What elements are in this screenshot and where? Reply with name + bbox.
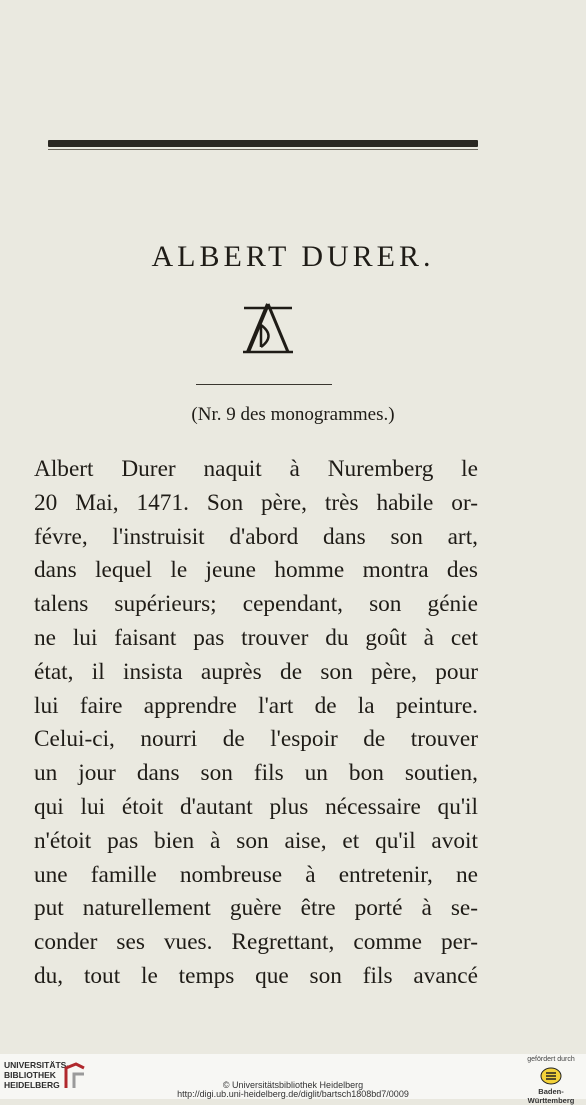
body-line: Celui-ci, nourri de l'espoir de trouver [34,726,478,753]
body-line: un jour dans son fils un bon soutien, [34,760,478,787]
sponsor [518,1056,584,1105]
body-line: état, il insista auprès de son père, pour [34,658,478,685]
body-line: dans lequel le jeune homme montra des [34,557,478,584]
body-text [34,453,478,994]
body-line: ne lui faisant pas trouver du goût à cet [34,624,478,651]
page-title: ALBERT DURER. [151,240,435,273]
sponsor-name[interactable]: Baden-Württemberg [527,1087,575,1105]
body-line: Albert Durer naquit à Nuremberg le [34,456,478,482]
sponsor-label: gefördert durch [527,1056,575,1063]
divider-rule [196,384,332,385]
body-line: févre, l'instruisit d'abord dans son art, [34,523,478,550]
body-line: qui lui étoit d'autant plus nécessaire qu'il [34,793,478,820]
permalink[interactable]: http://digi.ub.uni-heidelberg.de/diglit/bartsch1808bd7/0009 [177,1089,409,1099]
footer-credits [0,1081,586,1099]
body-line: n'étoit pas bien à son aise, et qu'il avoit [34,827,478,854]
body-line: du, tout le temps que son fils avancé [34,962,478,989]
coat-of-arms-icon [540,1067,562,1085]
body-line: put naturellement guère être porté à se- [34,895,478,922]
header-rule [48,140,478,147]
body-line: une famille nombreuse à entretenir, ne [34,861,478,888]
library-name[interactable]: UNIVERSITÄTS- BIBLIOTHEK HEIDELBERG [4,1060,70,1090]
copyright-text: © Universitätsbibliothek Heidelberg [222,1080,364,1090]
body-line: 20 Mai, 1471. Son père, très habile or- [34,489,478,516]
viewer-footer [0,1054,586,1105]
body-line: lui faire apprendre l'art de la peinture. [34,692,478,719]
body-line: conder ses vues. Regrettant, comme per- [34,929,478,956]
body-line: talens supérieurs; cependant, son génie [34,591,478,618]
monogram-ad [240,300,296,356]
caption: (Nr. 9 des monogrammes.) [191,404,395,425]
